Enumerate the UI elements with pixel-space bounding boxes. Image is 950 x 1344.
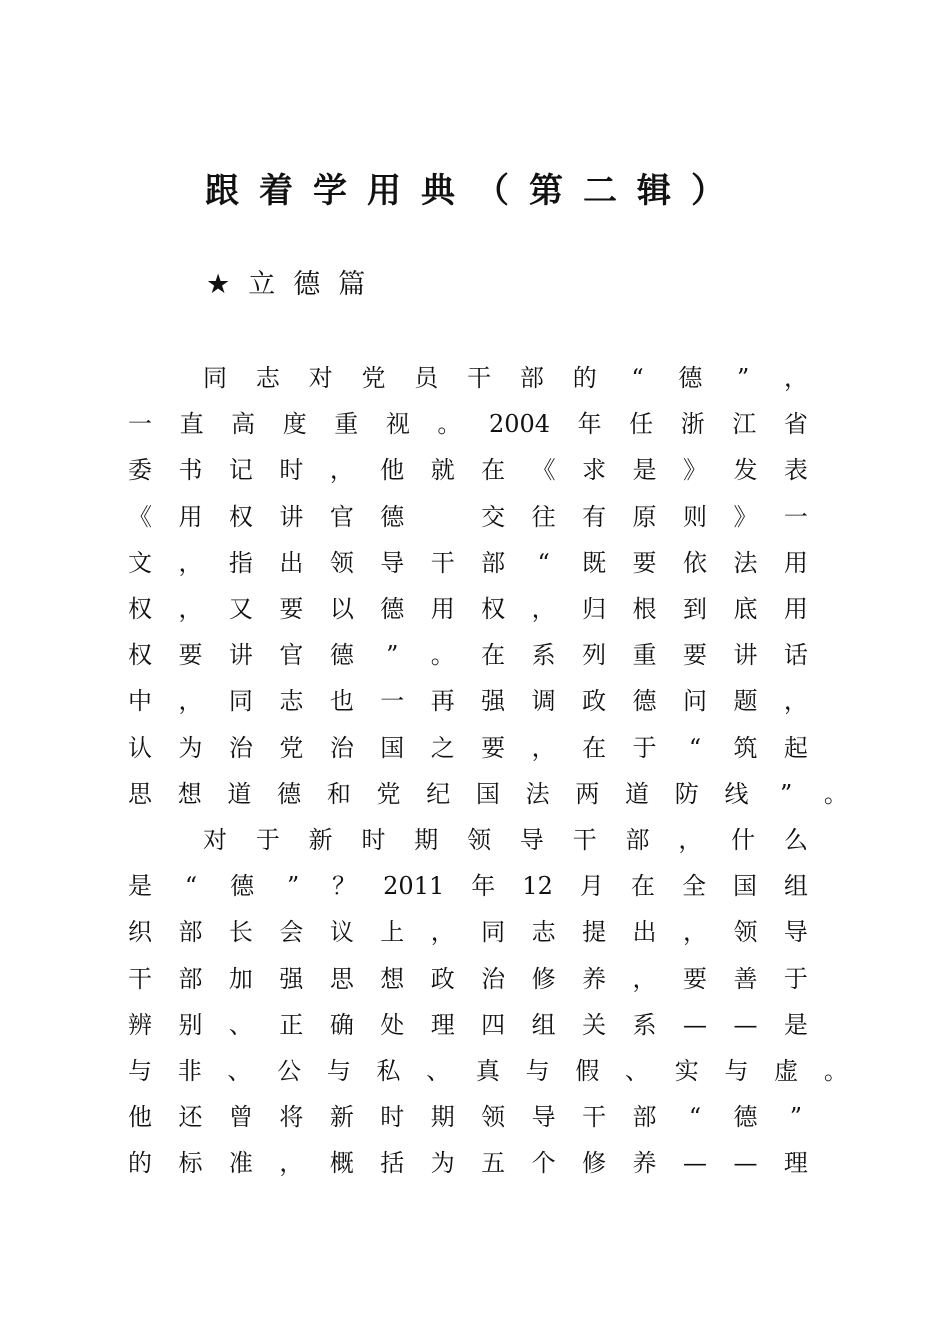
paragraph-line: 中 ， 同 志 也 一 再 强 调 政 德 问 题 ， [128,687,808,716]
paragraph-line: 同 志 对 党 员 干 部 的 “ 德 ” ， [203,364,808,393]
body-text [128,355,848,1186]
paragraph-line: 干 部 加 强 思 想 政 治 修 养 ， 要 善 于 [128,964,808,993]
paragraph-line: 《 用 权 讲 官 德 交 往 有 原 则 》 一 [128,502,808,531]
paragraph-line: 是 “ 德 ” ？ 2011 年 12 月 在 全 国 组 [128,872,808,901]
paragraph-line: 委 书 记 时 ， 他 就 在 《 求 是 》 发 表 [128,456,808,485]
paragraph-line: 文 ， 指 出 领 导 干 部 “ 既 要 依 法 用 [128,548,808,577]
paragraph-line: 权 要 讲 官 德 ” 。 在 系 列 重 要 讲 话 [128,641,808,670]
section-heading: ★立德篇 [206,269,384,300]
paragraph-line: 织 部 长 会 议 上 ， 同 志 提 出 ， 领 导 [128,918,808,947]
paragraph-line: 他 还 曾 将 新 时 期 领 导 干 部 “ 德 ” [128,1103,803,1132]
paragraph-line: 的 标 准 ， 概 括 为 五 个 修 养 — — 理 [128,1149,808,1178]
paragraph-line: 思 想 道 德 和 党 纪 国 法 两 道 防 线 ” 。 [128,779,848,808]
paragraph-line: 与 非 、 公 与 私 、 真 与 假 、 实 与 虚 。 [128,1056,848,1085]
paragraph-line: 权 ， 又 要 以 德 用 权 ， 归 根 到 底 用 [128,595,808,624]
paragraph-line: 辨 别 、 正 确 处 理 四 组 关 系 — — 是 [128,1010,808,1039]
paragraph-line: 一 直 高 度 重 视 。 2004 年 任 浙 江 省 [128,410,808,439]
paragraph-line: 对 于 新 时 期 领 导 干 部 ， 什 么 [203,825,808,854]
document-title: 跟着学用典（第二辑） [205,171,745,211]
paragraph-line: 认 为 治 党 治 国 之 要 ， 在 于 “ 筑 起 [128,733,808,762]
